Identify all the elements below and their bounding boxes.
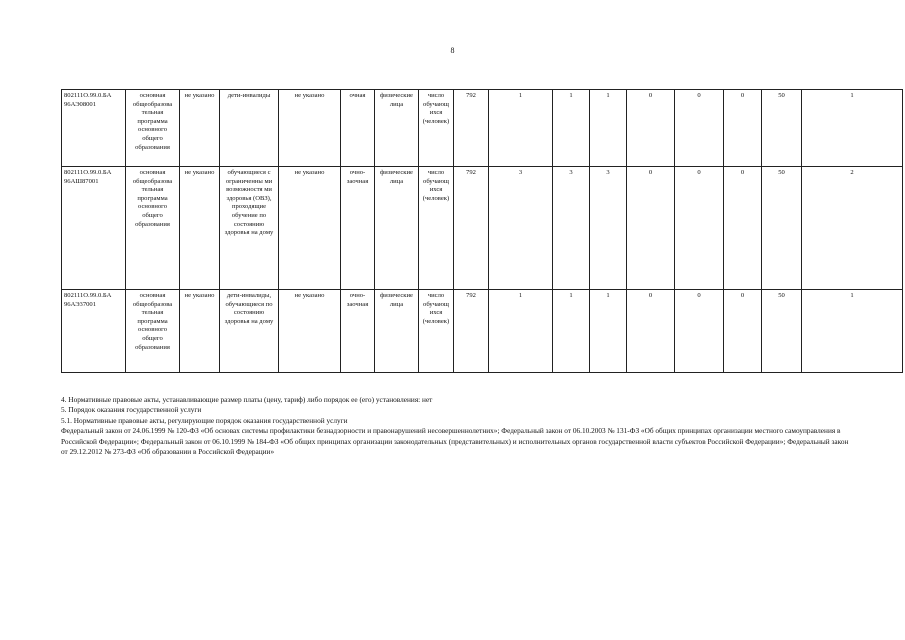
procedure-heading: 5. Порядок оказания государственной услуги [61, 405, 202, 415]
table-row [62, 90, 903, 167]
program-cell: основная общеобразова тельная программа основного общего образования [126, 90, 180, 167]
value-cell: 1 [553, 90, 590, 167]
value-cell: 3 [590, 167, 627, 290]
value-cell: 1 [802, 290, 903, 373]
value-cell: 50 [762, 90, 802, 167]
value-cell: 1 [489, 90, 553, 167]
laws-list: Федеральный закон от 24.06.1999 № 120-ФЗ «Об основах системы профилактики безнадзорности и правонарушений несовершеннолетних»; Федеральный закон от 06.10.2003 № 131-ФЗ «Об общих принципах организации местного самоуправления в Российской Федерации»; Федеральный закон от 06.10.1999 № 184-ФЗ «Об общих принципах организации законодательных (представительных) и исполнительных органов государственной власти субъектов Российской Федерации»; Федеральный закон от 29.12.2012 № 273-ФЗ «Об образовании в Российской Федерации» [61, 426, 849, 457]
form-cell: очно-заочная [341, 290, 375, 373]
value-cell: 1 [590, 90, 627, 167]
form-cell: очно-заочная [341, 167, 375, 290]
value-cell: 0 [724, 167, 762, 290]
okei-cell: 792 [454, 167, 489, 290]
regulating-acts-heading: 5.1. Нормативные правовые акты, регулирующие порядок оказания государственной услуги [61, 415, 348, 425]
person-type-cell: физические лица [375, 90, 419, 167]
indicator-cell: число обучающ ихся (человек) [419, 167, 454, 290]
value-cell: 0 [627, 167, 675, 290]
value-cell: 50 [762, 290, 802, 373]
form-cell: очная [341, 90, 375, 167]
registry-code: 802111О.99.0.БА 96АЭ08001 [62, 90, 126, 167]
category-cell: обучающиеся с ограниченны ми возможностя ми здоровья (ОВЗ), проходящие обучение по состоянию здоровья на дому [220, 167, 279, 290]
value-cell: 0 [675, 90, 724, 167]
indicator-cell: число обучающ ихся (человек) [419, 290, 454, 373]
value-cell: 1 [553, 290, 590, 373]
registry-code: 802111О.99.0.БА 96АШ87001 [62, 167, 126, 290]
okei-cell: 792 [454, 90, 489, 167]
value-cell: 2 [802, 167, 903, 290]
value-cell: 1 [802, 90, 903, 167]
fee-acts-line: 4. Нормативные правовые акты, устанавливающие размер платы (цену, тариф) либо порядок ее (его) установления: нет [61, 395, 433, 404]
regulations-section [61, 395, 851, 457]
value-cell: 0 [627, 290, 675, 373]
page-number: 8 [450, 46, 455, 55]
value-cell: 0 [675, 290, 724, 373]
value-cell: 0 [724, 90, 762, 167]
value-cell: 50 [762, 167, 802, 290]
person-type-cell: физические лица [375, 167, 419, 290]
value-cell: 0 [675, 167, 724, 290]
person-type-cell: физические лица [375, 290, 419, 373]
value-cell: 1 [489, 290, 553, 373]
table-row [62, 167, 903, 290]
table-row [62, 290, 903, 373]
program-cell: основная общеобразова тельная программа основного общего образования [126, 167, 180, 290]
program-cell: основная общеобразова тельная программа основного общего образования [126, 290, 180, 373]
value-cell: 3 [489, 167, 553, 290]
not-specified-cell: не указано [279, 167, 341, 290]
okei-cell: 792 [454, 290, 489, 373]
not-specified-cell: не указано [180, 90, 220, 167]
value-cell: 0 [627, 90, 675, 167]
value-cell: 3 [553, 167, 590, 290]
not-specified-cell: не указано [180, 167, 220, 290]
not-specified-cell: не указано [279, 290, 341, 373]
category-cell: дети-инвалиды, обучающиеся по состоянию здоровья на дому [220, 290, 279, 373]
service-volume-table [61, 89, 903, 373]
category-cell: дети-инвалиды [220, 90, 279, 167]
not-specified-cell: не указано [180, 290, 220, 373]
indicator-cell: число обучающ ихся (человек) [419, 90, 454, 167]
value-cell: 0 [724, 290, 762, 373]
registry-code: 802111О.99.0.БА 96АЭ37001 [62, 290, 126, 373]
not-specified-cell: не указано [279, 90, 341, 167]
value-cell: 1 [590, 290, 627, 373]
